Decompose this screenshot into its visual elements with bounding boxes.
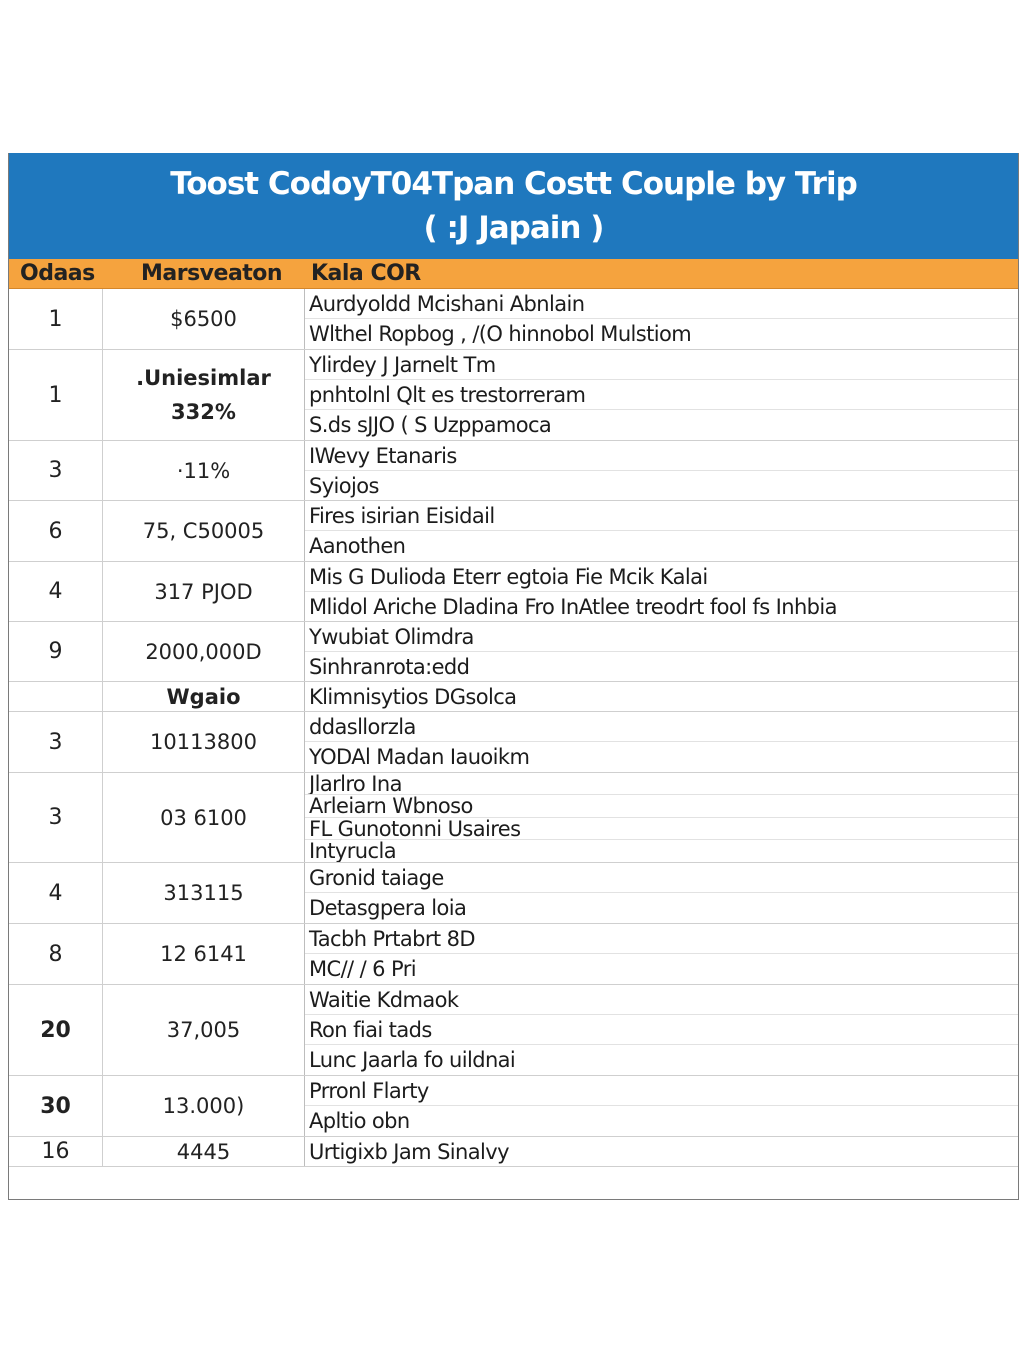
item-line: Aurdyoldd Mcishani Abnlain	[305, 289, 1018, 319]
cell-day: 6	[9, 501, 103, 561]
cell-day: 3	[9, 773, 103, 862]
item-line: pnhtolnl Qlt es trestorreram	[305, 380, 1018, 410]
item-line: Fires isirian Eisidail	[305, 501, 1018, 531]
table-row	[9, 985, 1018, 1076]
item-line: Mis G Dulioda Eterr egtoia Fie Mcik Kalai	[305, 562, 1018, 592]
item-line: Jlarlro Ina	[305, 773, 1018, 795]
table-row	[9, 501, 1018, 562]
document-page	[8, 153, 1019, 1200]
cell-amount	[103, 985, 305, 1075]
cell-amount	[103, 289, 305, 349]
cell-amount-text: 75, C50005	[142, 519, 265, 543]
cell-amount	[103, 1076, 305, 1136]
header-col-3: Kala COR	[311, 261, 421, 286]
cell-amount	[103, 773, 305, 862]
cell-day: 3	[9, 712, 103, 772]
item-line: FL Gunotonni Usaires	[305, 818, 1018, 840]
cell-amount	[103, 501, 305, 561]
item-line: Apltio obn	[309, 1109, 410, 1134]
item-line: Ylirdey J Jarnelt Tm	[305, 350, 1018, 380]
cell-day: 20	[9, 985, 103, 1075]
item-line: Mlidol Ariche Dladina Fro InAtlee treodrt fool fs Inhbia	[309, 594, 837, 619]
cell-amount-text: 12 6141	[160, 942, 247, 966]
cell-items	[305, 562, 1018, 621]
cell-amount	[103, 350, 305, 440]
cell-day: 16	[9, 1137, 103, 1166]
item-line: Tacbh Prtabrt 8D	[305, 924, 1018, 954]
cell-day: 8	[9, 924, 103, 984]
cell-amount-text: 10113800	[150, 730, 257, 754]
table-row	[9, 863, 1018, 924]
item-line: Arleiarn Wbnoso	[305, 795, 1018, 817]
header-col-2: Marsveaton	[141, 261, 283, 286]
cell-items	[305, 289, 1018, 349]
title-banner	[9, 153, 1018, 259]
table-body	[9, 289, 1018, 1167]
cell-items	[305, 622, 1018, 681]
table-row	[9, 712, 1018, 773]
table-row	[9, 622, 1018, 682]
cell-amount-text: 03 6100	[160, 805, 247, 830]
table-header	[9, 259, 1018, 289]
cell-amount-text: 4445	[176, 1139, 231, 1164]
cell-amount-text: $6500	[170, 307, 237, 331]
item-line: YODAl Madan Iauoikm	[309, 745, 530, 770]
cell-day: 9	[9, 622, 103, 681]
cell-day	[9, 682, 103, 711]
item-line: Urtigixb Jam Sinalvy	[309, 1140, 509, 1164]
cell-amount-text: 2000,000D	[145, 639, 262, 664]
cell-amount-text: 317 PJOD	[154, 579, 253, 604]
item-line: Syiojos	[309, 473, 379, 498]
cell-amount	[103, 712, 305, 772]
item-line: Prronl Flarty	[305, 1076, 1018, 1106]
cell-amount-text: 37,005	[166, 1018, 241, 1042]
cell-amount-text: Wgaio	[166, 684, 241, 709]
cell-items	[305, 441, 1018, 500]
table-row	[9, 924, 1018, 985]
cell-amount	[103, 441, 305, 500]
item-line: Waitie Kdmaok	[305, 985, 1018, 1015]
cell-items	[305, 924, 1018, 984]
table-row	[9, 562, 1018, 622]
cell-day: 1	[9, 289, 103, 349]
cell-items	[305, 985, 1018, 1075]
table-row	[9, 441, 1018, 501]
table-row	[9, 350, 1018, 441]
item-line: IWevy Etanaris	[305, 441, 1018, 471]
item-line: ddasllorzla	[305, 712, 1018, 742]
cell-day: 1	[9, 350, 103, 440]
item-line: Lunc Jaarla fo uildnai	[309, 1048, 516, 1072]
item-line: MC// / 6 Pri	[309, 957, 416, 982]
item-line: Gronid taiage	[305, 863, 1018, 893]
table-row	[9, 1076, 1018, 1137]
item-line: Wlthel Ropbog , /(O hinnobol Mulstiom	[309, 322, 692, 347]
title-line-2: ( :J Japain )	[423, 210, 604, 246]
item-line: Sinhranrota:edd	[309, 654, 470, 679]
item-line: Intyrucla	[309, 839, 396, 862]
cell-amount	[103, 863, 305, 923]
cell-amount	[103, 682, 305, 711]
cell-day: 4	[9, 863, 103, 923]
cell-amount	[103, 924, 305, 984]
cell-items	[305, 863, 1018, 923]
cell-day: 4	[9, 562, 103, 621]
header-col-1: Odaas	[20, 261, 95, 286]
cell-amount-text: .Uniesimlar	[136, 366, 271, 390]
item-line: Klimnisytios DGsolca	[309, 685, 517, 709]
cell-amount-text: 332%	[171, 400, 236, 424]
table-row	[9, 773, 1018, 863]
cell-day: 3	[9, 441, 103, 500]
cell-day: 30	[9, 1076, 103, 1136]
title-line-1: Toost CodoyT04Tpan Costt Couple by Trip	[170, 166, 857, 202]
cell-items	[305, 350, 1018, 440]
cell-items	[305, 682, 1018, 711]
table-row	[9, 289, 1018, 350]
cell-amount-text: ·11%	[176, 458, 231, 483]
cell-amount	[103, 622, 305, 681]
item-line: Aanothen	[309, 534, 406, 559]
item-line: Ron fiai tads	[305, 1015, 1018, 1045]
cell-amount	[103, 1137, 305, 1166]
cell-items	[305, 1076, 1018, 1136]
item-line: Ywubiat Olimdra	[305, 622, 1018, 652]
cell-items	[305, 773, 1018, 862]
table-row	[9, 1137, 1018, 1167]
cell-amount-text: 313115	[163, 881, 244, 905]
cell-items	[305, 501, 1018, 561]
item-line: S.ds sJJO ( S Uzppamoca	[309, 413, 552, 437]
table-row	[9, 682, 1018, 712]
cell-items	[305, 712, 1018, 772]
item-line: Detasgpera loia	[309, 896, 467, 921]
cell-items	[305, 1137, 1018, 1166]
cell-amount-text: 13.000)	[162, 1094, 245, 1118]
cell-amount	[103, 562, 305, 621]
